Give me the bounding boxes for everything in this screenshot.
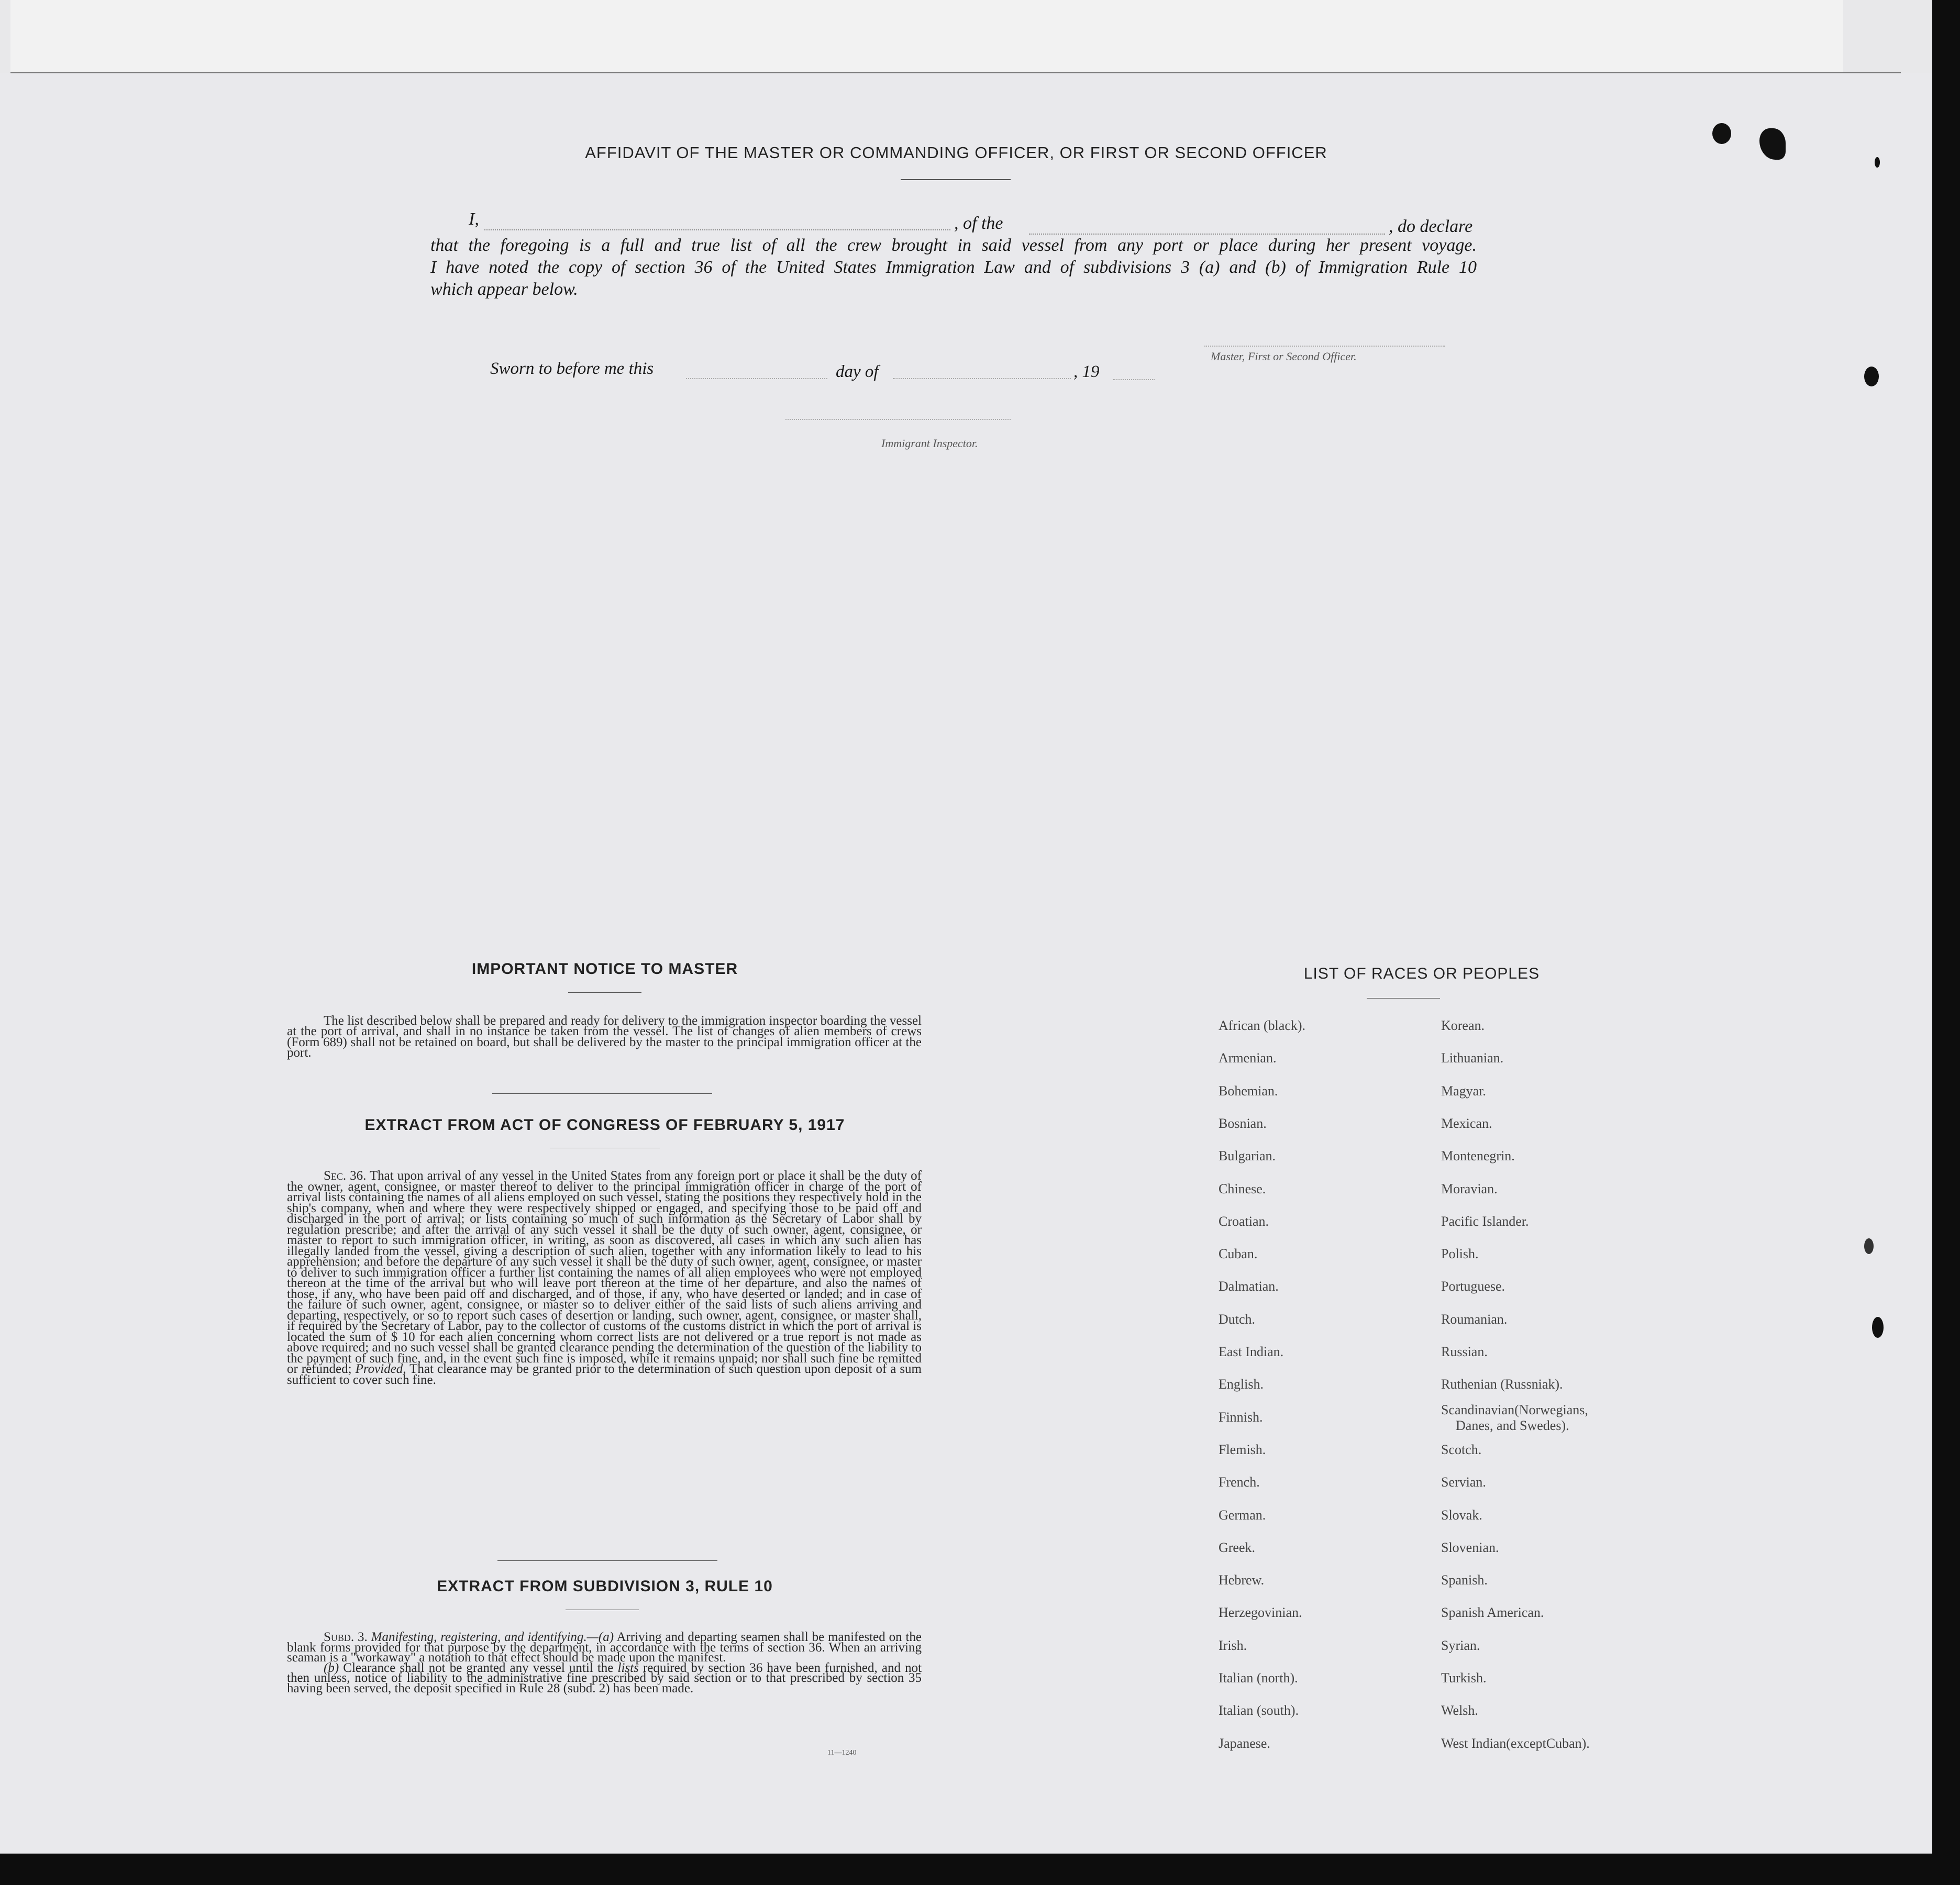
day-of-label: day of (836, 362, 879, 381)
race-item: Servian. (1441, 1474, 1486, 1490)
race-item: Lithuanian. (1441, 1050, 1504, 1066)
affidavit-line-2: I have noted the copy of section 36 of the United States Immigration Law and of subdivisions 3 (a) and (b) of Immigration Rule 10 (430, 258, 1477, 277)
race-item: Armenian. (1219, 1050, 1277, 1066)
underlying-sheet-edge (10, 0, 1843, 73)
race-item: Bulgarian. (1219, 1148, 1276, 1164)
affidavit-line-3: which appear below. (430, 280, 578, 299)
of-the-label: , of the (954, 214, 1003, 233)
binder-hole-mark (1864, 367, 1879, 386)
rule-text-a: Arriving and departing seamen shall be manifested on the blank forms provided for that purpose by the department, in accordance with the terms of section 36. When an arriving seaman is a "workaway" a notation to that effect should be made upon the manifest. (287, 1630, 922, 1665)
race-item: Spanish American. (1441, 1605, 1544, 1621)
race-item: Turkish. (1441, 1670, 1487, 1686)
do-declare-label: , do declare (1389, 217, 1473, 236)
race-item: Magyar. (1441, 1083, 1486, 1099)
race-item: African (black). (1219, 1018, 1306, 1033)
affiant-name-line[interactable] (484, 229, 950, 230)
form-number: 11—1240 (827, 1749, 857, 1757)
race-item: Flemish. (1219, 1442, 1266, 1457)
races-underline (1367, 998, 1440, 999)
races-heading: LIST OF RACES OR PEOPLES (1303, 965, 1540, 982)
notice-text (287, 1016, 922, 1058)
notice-underline (568, 992, 641, 993)
race-item: Scotch. (1441, 1442, 1482, 1457)
race-item: Moravian. (1441, 1181, 1498, 1196)
rule-text-b1: Clearance shall not be granted any vessel until the (343, 1660, 614, 1675)
rule-text (287, 1632, 922, 1693)
inspector-signature-line[interactable] (785, 419, 1011, 420)
b-label: (b) (324, 1660, 339, 1675)
race-item: Chinese. (1219, 1181, 1266, 1196)
race-item: Dalmatian. (1219, 1279, 1279, 1294)
act-text (287, 1171, 922, 1385)
race-item: Italian (south). (1219, 1703, 1299, 1718)
binder-hole-mark (1712, 123, 1731, 144)
section-divider (492, 1093, 712, 1094)
inspector-caption: Immigrant Inspector. (881, 437, 978, 450)
binder-hole-mark (1875, 157, 1880, 168)
sworn-month-line[interactable] (893, 378, 1071, 379)
notice-paragraph: The list described below shall be prepared and ready for delivery to the immigration inspector boarding the vessel at the port of arrival, and shall in no instance be taken from the vessel. The list of changes of alien members of crews (Form 689) shall not be retained on board, but shall be delivered by the master to the principal immigration officer at the port. (287, 1014, 922, 1060)
section-divider (497, 1560, 717, 1561)
race-item: French. (1219, 1474, 1260, 1490)
race-item: Welsh. (1441, 1703, 1478, 1718)
race-item: Montenegrin. (1441, 1148, 1515, 1164)
race-item: Mexican. (1441, 1115, 1492, 1131)
race-item-continuation: Danes, and Swedes). (1456, 1418, 1569, 1433)
race-item: Finnish. (1219, 1409, 1263, 1425)
race-item: Bosnian. (1219, 1115, 1267, 1131)
race-item: Hebrew. (1219, 1572, 1265, 1588)
race-item: Ruthenian (Russniak). (1441, 1377, 1563, 1392)
master-signature-caption: Master, First or Second Officer. (1211, 350, 1357, 363)
affiant-label: I, (469, 209, 479, 229)
sworn-label: Sworn to before me this (490, 359, 654, 378)
race-item: Pacific Islander. (1441, 1213, 1529, 1229)
race-item: Bohemian. (1219, 1083, 1278, 1099)
affidavit-body (430, 235, 1477, 301)
race-item: West Indian(exceptCuban). (1441, 1735, 1590, 1751)
sworn-year-line[interactable] (1113, 379, 1155, 380)
year-label: , 19 (1073, 362, 1100, 381)
master-signature-line[interactable] (1204, 346, 1445, 347)
rule-paragraph-b (287, 1660, 922, 1695)
act-heading: EXTRACT FROM ACT OF CONGRESS OF FEBRUARY 5, 1917 (364, 1116, 845, 1134)
race-item: East Indian. (1219, 1344, 1284, 1359)
race-item: German. (1219, 1507, 1266, 1523)
act-section-text: That upon arrival of any vessel in the United States from any foreign port or place it shall be the duty of the owner, agent, consignee, or master thereof to deliver to the principal immigration officer in charge of the port of arrival lists containing the names of all aliens employed on such vessel, stating the positions they respectively hold in the ship's company, when and where they were respectively shipped or engaged, and specifying those to be paid off and discharged in the port of arrival; or lists containing so much of such information as the Secretary of Labor shall by regulation prescribe; and after the arrival of any such vessel it shall be the duty of such owner, agent, consignee, or master to report to such immigration officer, in writing, as soon as discovered, all cases in which any such alien has illegally landed from the vessel, giving a description of such alien, together with any information likely to lead to his apprehension; and before the departure of any such vessel it shall be the duty of such owner, agent, consignee, or master to deliver to such immigration officer a further list containing the names of all alien employees who were not employed thereon at the time of the arrival but who will leave port thereon at the time of her departure, and also the names of those, if any, who have been paid off and discharged, and of those, if any, who have deserted or landed; and in case of the failure of such owner, agent, consignee, or master so to deliver either of the said lists of such aliens arriving and departing, respectively, or so to report such cases of desertion or landing, such owner, agent, consignee, or master shall, if required by the Secretary of Labor, pay to the collector of customs of the customs district in which the port of arrival is located the sum of $ 10 for each alien concerning whom correct lists are not delivered or a true report is not made as above required; and no such vessel shall be granted clearance pending the determination of the question of the liability to the payment of such fine, and, in the event such fine is imposed, while it remains unpaid; nor shall such fine be remitted or refunded; (287, 1169, 922, 1376)
act-section-label: Sec. 36. (324, 1169, 367, 1183)
race-item: English. (1219, 1377, 1264, 1392)
race-item: Japanese. (1219, 1735, 1270, 1751)
race-item: Portuguese. (1441, 1279, 1505, 1294)
title-underline (901, 179, 1011, 180)
race-item: Dutch. (1219, 1311, 1256, 1327)
rule-heading: EXTRACT FROM SUBDIVISION 3, RULE 10 (437, 1578, 773, 1595)
race-item: Roumanian. (1441, 1311, 1508, 1327)
race-item: Slovak. (1441, 1507, 1482, 1523)
race-item: Polish. (1441, 1246, 1479, 1262)
notice-heading: IMPORTANT NOTICE TO MASTER (471, 960, 738, 978)
act-paragraph (287, 1171, 922, 1385)
binder-hole-mark (1864, 1238, 1874, 1254)
sworn-day-line[interactable] (686, 378, 827, 379)
race-item: Irish. (1219, 1637, 1247, 1653)
affidavit-line-1: that the foregoing is a full and true list of all the crew brought in said vessel from any port or place during her present voyage. (430, 236, 1477, 255)
affidavit-title: AFFIDAVIT OF THE MASTER OR COMMANDING OFFICER, OR FIRST OR SECOND OFFICER (585, 143, 1327, 162)
race-item: Spanish. (1441, 1572, 1488, 1588)
race-item: Cuban. (1219, 1246, 1258, 1262)
race-item: Greek. (1219, 1539, 1256, 1555)
race-item: Scandinavian(Norwegians, (1441, 1402, 1588, 1417)
race-item: Syrian. (1441, 1637, 1480, 1653)
provided-label: Provided, (355, 1362, 406, 1376)
binder-hole-mark (1872, 1317, 1884, 1338)
subd-label: Subd. 3. (324, 1630, 368, 1644)
race-item: Russian. (1441, 1344, 1488, 1359)
race-item: Italian (north). (1219, 1670, 1298, 1686)
race-item: Herzegovinian. (1219, 1605, 1302, 1621)
race-item: Croatian. (1219, 1213, 1269, 1229)
rule-text-b2: required by section 36 have been furnished, and not then unless, notice of liability to the administrative fine prescribed by said section or to that prescribed by section 35 having been served, the deposit specified in Rule 28 (subd. 2) has been made. (287, 1660, 922, 1695)
subd-title: Manifesting, registering, and identifying.—(a) (371, 1630, 614, 1644)
lists-word: lists (617, 1660, 639, 1675)
act-section-end: That clearance may be granted prior to the determination of such question upon deposit of a sum sufficient to cover such fine. (287, 1362, 922, 1387)
rule-paragraph-a (287, 1632, 922, 1663)
race-item: Korean. (1441, 1018, 1485, 1033)
race-item: Slovenian. (1441, 1539, 1499, 1555)
